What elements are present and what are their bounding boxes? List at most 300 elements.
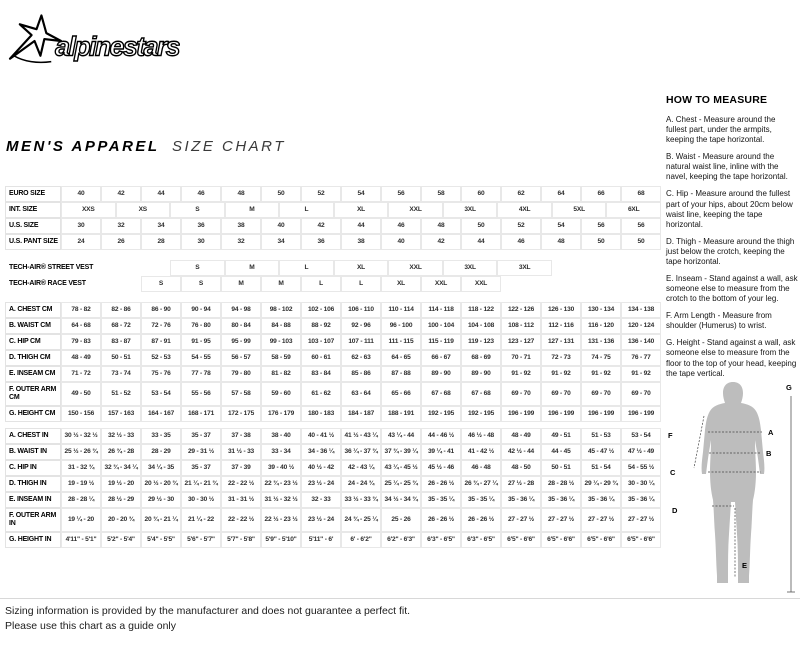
- measure-instruction: F. Arm Length - Measure from shoulder (Humerus) to wrist.: [666, 311, 772, 331]
- size-cell: 102 - 106: [301, 302, 341, 318]
- size-cell: 30 ½ - 32 ½: [61, 428, 101, 444]
- how-to-measure-heading: HOW TO MEASURE: [666, 94, 768, 106]
- size-cell: 6'5" - 6'6": [501, 532, 541, 548]
- size-cell: 115 - 119: [421, 334, 461, 350]
- size-cell: 76 - 77: [621, 350, 661, 366]
- size-cell: 90 - 94: [181, 302, 221, 318]
- size-cell: 50: [621, 234, 661, 250]
- size-cell: 43 ¼ - 45 ½: [381, 460, 421, 476]
- size-cell: 5'9" - 5'10": [261, 532, 301, 548]
- size-cell: 69 - 70: [581, 382, 621, 406]
- size-cell: M: [225, 202, 280, 218]
- size-cell: 50 - 51: [541, 460, 581, 476]
- row-label: B. WAIST IN: [5, 444, 61, 460]
- size-cell: 164 - 167: [141, 406, 181, 422]
- size-cell: 107 - 111: [341, 334, 381, 350]
- row-label: U.S. SIZE: [5, 218, 61, 234]
- size-cell: XXL: [388, 260, 443, 276]
- size-cell: 87 - 91: [141, 334, 181, 350]
- size-cell: 62: [501, 186, 541, 202]
- size-cell: 119 - 123: [461, 334, 501, 350]
- thigh-letter: D: [672, 506, 678, 515]
- size-cell: L: [279, 202, 334, 218]
- size-cell: XXL: [461, 276, 501, 292]
- size-cell: 51 - 54: [581, 460, 621, 476]
- row-label: U.S. PANT SIZE: [5, 234, 61, 250]
- size-cell: 116 - 120: [581, 318, 621, 334]
- row-label: TECH-AIR® STREET VEST: [9, 264, 94, 271]
- size-cell: 33 - 35: [141, 428, 181, 444]
- size-cell: 54 - 55 ½: [621, 460, 661, 476]
- size-table-row: [5, 260, 661, 276]
- size-cell: 91 - 92: [581, 366, 621, 382]
- size-cell: 5XL: [552, 202, 607, 218]
- size-cell: 35 - 37: [181, 460, 221, 476]
- size-cell: 84 - 88: [261, 318, 301, 334]
- size-cell: 176 - 179: [261, 406, 301, 422]
- size-cell: 21 ¼ - 22: [181, 508, 221, 532]
- size-cell: 76 - 80: [181, 318, 221, 334]
- size-cell: 23 ½ - 24: [301, 508, 341, 532]
- size-cell: 40 ½ - 42: [301, 460, 341, 476]
- size-cell: 35 - 35 ¼: [421, 492, 461, 508]
- size-cell: 123 - 127: [501, 334, 541, 350]
- size-cell: 31 - 31 ½: [221, 492, 261, 508]
- size-cell: 91 - 95: [181, 334, 221, 350]
- size-cell: 24 ¾ - 25 ¼: [341, 508, 381, 532]
- size-cell: XL: [334, 202, 389, 218]
- size-cell: 136 - 140: [621, 334, 661, 350]
- size-cell: 35 - 36 ¼: [541, 492, 581, 508]
- size-cell: 118 - 122: [461, 302, 501, 318]
- size-cell: 27 - 27 ½: [501, 508, 541, 532]
- size-cell: 168 - 171: [181, 406, 221, 422]
- size-cell: 29 ¼ - 29 ¾: [581, 476, 621, 492]
- size-cell: 79 - 80: [221, 366, 261, 382]
- size-cell: 64: [541, 186, 581, 202]
- size-cell: 60 - 61: [301, 350, 341, 366]
- footer-divider: [0, 598, 800, 599]
- size-cell: 32 - 33: [301, 492, 341, 508]
- row-label: A. CHEST IN: [5, 428, 61, 444]
- size-cell: 35 - 37: [181, 428, 221, 444]
- size-cell: 52 - 53: [141, 350, 181, 366]
- size-cell: S: [141, 276, 181, 292]
- size-cell: XL: [381, 276, 421, 292]
- size-cell: 44 - 45: [541, 444, 581, 460]
- size-cell: 92 - 96: [341, 318, 381, 334]
- size-cell: 49 - 51: [541, 428, 581, 444]
- arm-letter: F: [668, 431, 673, 440]
- size-cell: 51 - 52: [101, 382, 141, 406]
- size-cell: 69 - 70: [501, 382, 541, 406]
- size-cell: 28: [141, 234, 181, 250]
- size-cell: [101, 276, 141, 292]
- size-cell: M: [225, 260, 280, 276]
- size-cell: XXS: [61, 202, 116, 218]
- size-cell: 127 - 131: [541, 334, 581, 350]
- size-cell: 192 - 195: [421, 406, 461, 422]
- size-cell: 103 - 107: [301, 334, 341, 350]
- size-cell: 46: [381, 218, 421, 234]
- size-table-row: [5, 318, 661, 334]
- size-table-row: [5, 406, 661, 422]
- size-cell: 98 - 102: [261, 302, 301, 318]
- size-cell: 6XL: [606, 202, 661, 218]
- size-cell: 42 - 43 ¼: [341, 460, 381, 476]
- size-cell: 196 - 199: [541, 406, 581, 422]
- row-label: G. HEIGHT CM: [5, 406, 61, 422]
- size-cell: 50 - 51: [101, 350, 141, 366]
- size-cell: 122 - 126: [501, 302, 541, 318]
- size-cell: 100 - 104: [421, 318, 461, 334]
- size-cell: 62 - 63: [341, 350, 381, 366]
- size-cell: 50: [581, 234, 621, 250]
- size-table-row: [5, 350, 661, 366]
- size-cell: 70 - 71: [501, 350, 541, 366]
- size-table-row: [5, 334, 661, 350]
- size-cell: 56 - 57: [221, 350, 261, 366]
- size-cell: 34: [261, 234, 301, 250]
- size-cell: 41 - 42 ½: [461, 444, 501, 460]
- size-cell: 6'3" - 6'5": [421, 532, 461, 548]
- size-cell: 42: [301, 218, 341, 234]
- size-cell: 4'11" - 5'1": [61, 532, 101, 548]
- measure-instruction: G. Height - Stand against a wall, ask someone else to measure from the floor to the top of your head, keeping the tape vertical.: [666, 338, 797, 378]
- size-cell: 6' - 6'2": [341, 532, 381, 548]
- size-cell: 6'5" - 6'6": [621, 532, 661, 548]
- size-cell: 34 ½ - 34 ¾: [381, 492, 421, 508]
- size-cell: 4XL: [497, 202, 552, 218]
- row-label: B. WAIST CM: [5, 318, 61, 334]
- size-cell: 34: [141, 218, 181, 234]
- size-cell: [116, 260, 171, 276]
- size-table-row: [5, 276, 661, 292]
- size-cell: 31 - 32 ¾: [61, 460, 101, 476]
- size-cell: 30: [181, 234, 221, 250]
- size-cell: 48 - 49: [61, 350, 101, 366]
- table-section-gap: [5, 292, 661, 302]
- size-cell: 41 ½ - 43 ¼: [341, 428, 381, 444]
- size-cell: 28 ½ - 29: [101, 492, 141, 508]
- size-cell: 36: [181, 218, 221, 234]
- size-cell: 150 - 156: [61, 406, 101, 422]
- size-cell: 112 - 116: [541, 318, 581, 334]
- size-cell: 196 - 199: [501, 406, 541, 422]
- size-cell: S: [170, 202, 225, 218]
- size-chart-table: [5, 186, 661, 548]
- size-cell: 44: [461, 234, 501, 250]
- measure-instruction: B. Waist - Measure around the natural waist line, inline with the navel, keeping the tape horizontal.: [666, 152, 788, 182]
- size-table-row: [5, 492, 661, 508]
- size-cell: XXL: [388, 202, 443, 218]
- footer-line-2: Please use this chart as a guide only: [5, 620, 177, 633]
- size-cell: 26 - 26 ½: [461, 508, 501, 532]
- size-cell: 27 - 27 ½: [621, 508, 661, 532]
- size-cell: 78 - 82: [61, 302, 101, 318]
- size-cell: L: [341, 276, 381, 292]
- row-label: D. THIGH IN: [5, 476, 61, 492]
- size-cell: 21 ¼ - 21 ¾: [181, 476, 221, 492]
- size-cell: 31 ½ - 32 ½: [261, 492, 301, 508]
- table-section-gap: [5, 250, 661, 260]
- size-table-row: [5, 382, 661, 406]
- row-label: E. INSEAM CM: [5, 366, 61, 382]
- size-cell: 57 - 58: [221, 382, 261, 406]
- size-cell: [581, 276, 621, 292]
- size-cell: 55 - 56: [181, 382, 221, 406]
- size-cell: 60: [461, 186, 501, 202]
- size-cell: 58: [421, 186, 461, 202]
- size-cell: 48: [541, 234, 581, 250]
- size-cell: 3XL: [443, 260, 498, 276]
- size-cell: 54: [341, 186, 381, 202]
- size-cell: 42 ½ - 44: [501, 444, 541, 460]
- size-cell: L: [279, 260, 334, 276]
- size-cell: 44 - 46 ½: [421, 428, 461, 444]
- size-cell: 30 - 30 ½: [181, 492, 221, 508]
- footer-line-1: Sizing information is provided by the manufacturer and does not guarantee a perfect fit.: [5, 605, 411, 617]
- size-cell: 22 ½ - 23 ½: [261, 508, 301, 532]
- size-cell: 44: [141, 186, 181, 202]
- size-cell: 83 - 84: [301, 366, 341, 382]
- size-cell: 81 - 82: [261, 366, 301, 382]
- row-label: D. THIGH CM: [5, 350, 61, 366]
- size-cell: 5'6" - 5'7": [181, 532, 221, 548]
- size-cell: 45 ½ - 46: [421, 460, 461, 476]
- size-cell: 40: [61, 186, 101, 202]
- size-cell: 49 - 50: [61, 382, 101, 406]
- size-cell: 88 - 92: [301, 318, 341, 334]
- size-cell: 66: [581, 186, 621, 202]
- alpinestars-star-icon: [10, 15, 61, 62]
- size-cell: 54: [541, 218, 581, 234]
- size-cell: 82 - 86: [101, 302, 141, 318]
- size-cell: 99 - 103: [261, 334, 301, 350]
- size-cell: 110 - 114: [381, 302, 421, 318]
- body-diagram: [662, 380, 798, 600]
- size-table-row: [5, 508, 661, 532]
- size-cell: 6'5" - 6'6": [581, 532, 621, 548]
- size-cell: 24: [61, 234, 101, 250]
- size-cell: 196 - 199: [621, 406, 661, 422]
- inseam-letter: E: [742, 561, 748, 570]
- size-cell: 48 - 50: [501, 460, 541, 476]
- size-cell: 31 ½ - 33: [221, 444, 261, 460]
- size-cell: 73 - 74: [101, 366, 141, 382]
- size-cell: 54 - 55: [181, 350, 221, 366]
- size-cell: 89 - 90: [461, 366, 501, 382]
- size-cell: 42: [421, 234, 461, 250]
- measure-instruction: C. Hip - Measure around the fullest part of your hips, about 20cm below waist line, keeping the tape horizontal.: [666, 189, 793, 229]
- size-cell: 58 - 59: [261, 350, 301, 366]
- size-cell: 19 - 19 ½: [61, 476, 101, 492]
- size-cell: [606, 260, 661, 276]
- size-cell: 46 ½ - 48: [461, 428, 501, 444]
- size-cell: 25 - 26: [381, 508, 421, 532]
- size-cell: 32 ¾ - 34 ¼: [101, 460, 141, 476]
- size-cell: 130 - 134: [581, 302, 621, 318]
- size-cell: 32 ½ - 33: [101, 428, 141, 444]
- size-cell: 38: [221, 218, 261, 234]
- size-cell: 120 - 124: [621, 318, 661, 334]
- alpinestars-logo-icon: [8, 12, 180, 70]
- size-cell: 30 - 30 ¼: [621, 476, 661, 492]
- size-table-row: [5, 428, 661, 444]
- size-cell: 104 - 108: [461, 318, 501, 334]
- size-cell: 38 - 40: [261, 428, 301, 444]
- size-cell: 35 - 36 ¼: [581, 492, 621, 508]
- size-cell: 40: [261, 218, 301, 234]
- size-cell: 106 - 110: [341, 302, 381, 318]
- size-cell: [621, 276, 661, 292]
- size-cell: 32: [221, 234, 261, 250]
- size-cell: S: [181, 276, 221, 292]
- row-label: INT. SIZE: [5, 202, 61, 218]
- height-letter: G: [786, 383, 792, 392]
- size-cell: 48: [221, 186, 261, 202]
- size-cell: 56: [621, 218, 661, 234]
- size-cell: 134 - 138: [621, 302, 661, 318]
- size-cell: 39 ¼ - 41: [421, 444, 461, 460]
- size-cell: 20 ½ - 20 ¾: [141, 476, 181, 492]
- brand-wordmark: alpinestars: [55, 31, 179, 62]
- measure-instruction: E. Inseam - Stand against a wall, ask someone else to measure from the crotch to the bottom of your leg.: [666, 274, 798, 304]
- footer-note: [5, 604, 410, 634]
- hip-letter: C: [670, 468, 676, 477]
- size-cell: 86 - 90: [141, 302, 181, 318]
- size-cell: 48: [421, 218, 461, 234]
- size-cell: 91 - 92: [621, 366, 661, 382]
- size-cell: 19 ¼ - 20: [61, 508, 101, 532]
- size-table-row: [5, 444, 661, 460]
- size-cell: 39 - 40 ½: [261, 460, 301, 476]
- size-cell: 48 - 49: [501, 428, 541, 444]
- size-cell: 72 - 73: [541, 350, 581, 366]
- row-label: EURO SIZE: [5, 186, 61, 202]
- size-cell: 52: [301, 186, 341, 202]
- size-cell: 89 - 90: [421, 366, 461, 382]
- size-cell: 79 - 83: [61, 334, 101, 350]
- size-cell: 37 - 39: [221, 460, 261, 476]
- size-cell: 44: [341, 218, 381, 234]
- size-cell: 51 - 53: [581, 428, 621, 444]
- size-cell: 80 - 84: [221, 318, 261, 334]
- size-cell: 71 - 72: [61, 366, 101, 382]
- size-cell: 34 ¼ - 35: [141, 460, 181, 476]
- how-to-measure-panel: [666, 94, 798, 386]
- size-cell: 29 - 31 ½: [181, 444, 221, 460]
- size-cell: 56: [581, 218, 621, 234]
- size-cell: 34 - 36 ¼: [301, 444, 341, 460]
- size-table-row: [5, 532, 661, 548]
- row-label: E. INSEAM IN: [5, 492, 61, 508]
- size-cell: 61 - 62: [301, 382, 341, 406]
- size-cell: 40 - 41 ½: [301, 428, 341, 444]
- waist-letter: B: [766, 449, 772, 458]
- size-cell: 33 - 34: [261, 444, 301, 460]
- size-cell: 64 - 65: [381, 350, 421, 366]
- row-label: TECH-AIR® RACE VEST: [9, 280, 86, 287]
- size-cell: 5'7" - 5'8": [221, 532, 261, 548]
- size-cell: 68 - 69: [461, 350, 501, 366]
- size-cell: 46: [181, 186, 221, 202]
- size-cell: 33 ½ - 33 ¾: [341, 492, 381, 508]
- size-cell: XS: [116, 202, 171, 218]
- size-cell: 42: [101, 186, 141, 202]
- size-cell: 35 - 36 ¼: [621, 492, 661, 508]
- size-cell: 29 ½ - 30: [141, 492, 181, 508]
- size-cell: 22 ¾ - 23 ½: [261, 476, 301, 492]
- size-cell: 180 - 183: [301, 406, 341, 422]
- size-cell: 35 - 35 ¼: [461, 492, 501, 508]
- size-cell: 63 - 64: [341, 382, 381, 406]
- size-cell: 36 ¼ - 37 ¾: [341, 444, 381, 460]
- size-cell: 25 ¼ - 25 ¾: [381, 476, 421, 492]
- size-cell: 114 - 118: [421, 302, 461, 318]
- size-cell: 111 - 115: [381, 334, 421, 350]
- size-cell: 26: [101, 234, 141, 250]
- size-cell: 108 - 112: [501, 318, 541, 334]
- size-cell: 3XL: [497, 260, 552, 276]
- size-cell: 26 - 26 ½: [421, 476, 461, 492]
- chest-letter: A: [768, 428, 774, 437]
- size-cell: 131 - 136: [581, 334, 621, 350]
- size-cell: 188 - 191: [381, 406, 421, 422]
- size-cell: 27 - 27 ½: [541, 508, 581, 532]
- size-table-row: [5, 202, 661, 218]
- size-cell: 22 - 22 ½: [221, 508, 261, 532]
- size-cell: 6'2" - 6'3": [381, 532, 421, 548]
- measure-instructions: [666, 115, 798, 379]
- size-cell: 83 - 87: [101, 334, 141, 350]
- size-cell: 74 - 75: [581, 350, 621, 366]
- size-cell: 52: [501, 218, 541, 234]
- size-cell: 36: [301, 234, 341, 250]
- size-cell: 47 ½ - 49: [621, 444, 661, 460]
- size-cell: 75 - 76: [141, 366, 181, 382]
- size-cell: M: [221, 276, 261, 292]
- size-cell: 68: [621, 186, 661, 202]
- size-cell: 95 - 99: [221, 334, 261, 350]
- size-cell: 65 - 66: [381, 382, 421, 406]
- size-table-row: [5, 234, 661, 250]
- body-diagram-svg: [662, 380, 798, 600]
- size-table-row: [5, 302, 661, 318]
- size-cell: [501, 276, 541, 292]
- size-cell: 30: [61, 218, 101, 234]
- size-cell: 196 - 199: [581, 406, 621, 422]
- row-label: C. HIP CM: [5, 334, 61, 350]
- size-cell: 28 - 28 ½: [541, 476, 581, 492]
- size-cell: 28 - 29: [141, 444, 181, 460]
- size-cell: 96 - 100: [381, 318, 421, 334]
- size-cell: XXL: [421, 276, 461, 292]
- size-cell: 26 - 26 ½: [421, 508, 461, 532]
- size-table-row: [5, 460, 661, 476]
- size-cell: 50: [261, 186, 301, 202]
- measure-instruction: D. Thigh - Measure around the thigh just below the crotch, keeping the tape horizontal.: [666, 236, 795, 266]
- male-silhouette: [702, 382, 765, 583]
- size-cell: 53 - 54: [621, 428, 661, 444]
- size-cell: M: [261, 276, 301, 292]
- size-cell: 37 ¾ - 39 ¼: [381, 444, 421, 460]
- page-title: [6, 138, 286, 155]
- size-cell: 22 - 22 ½: [221, 476, 261, 492]
- size-cell: S: [170, 260, 225, 276]
- size-cell: 85 - 86: [341, 366, 381, 382]
- measure-instruction: A. Chest - Measure around the fullest part, under the armpits, keeping the tape horizontal.: [666, 115, 776, 145]
